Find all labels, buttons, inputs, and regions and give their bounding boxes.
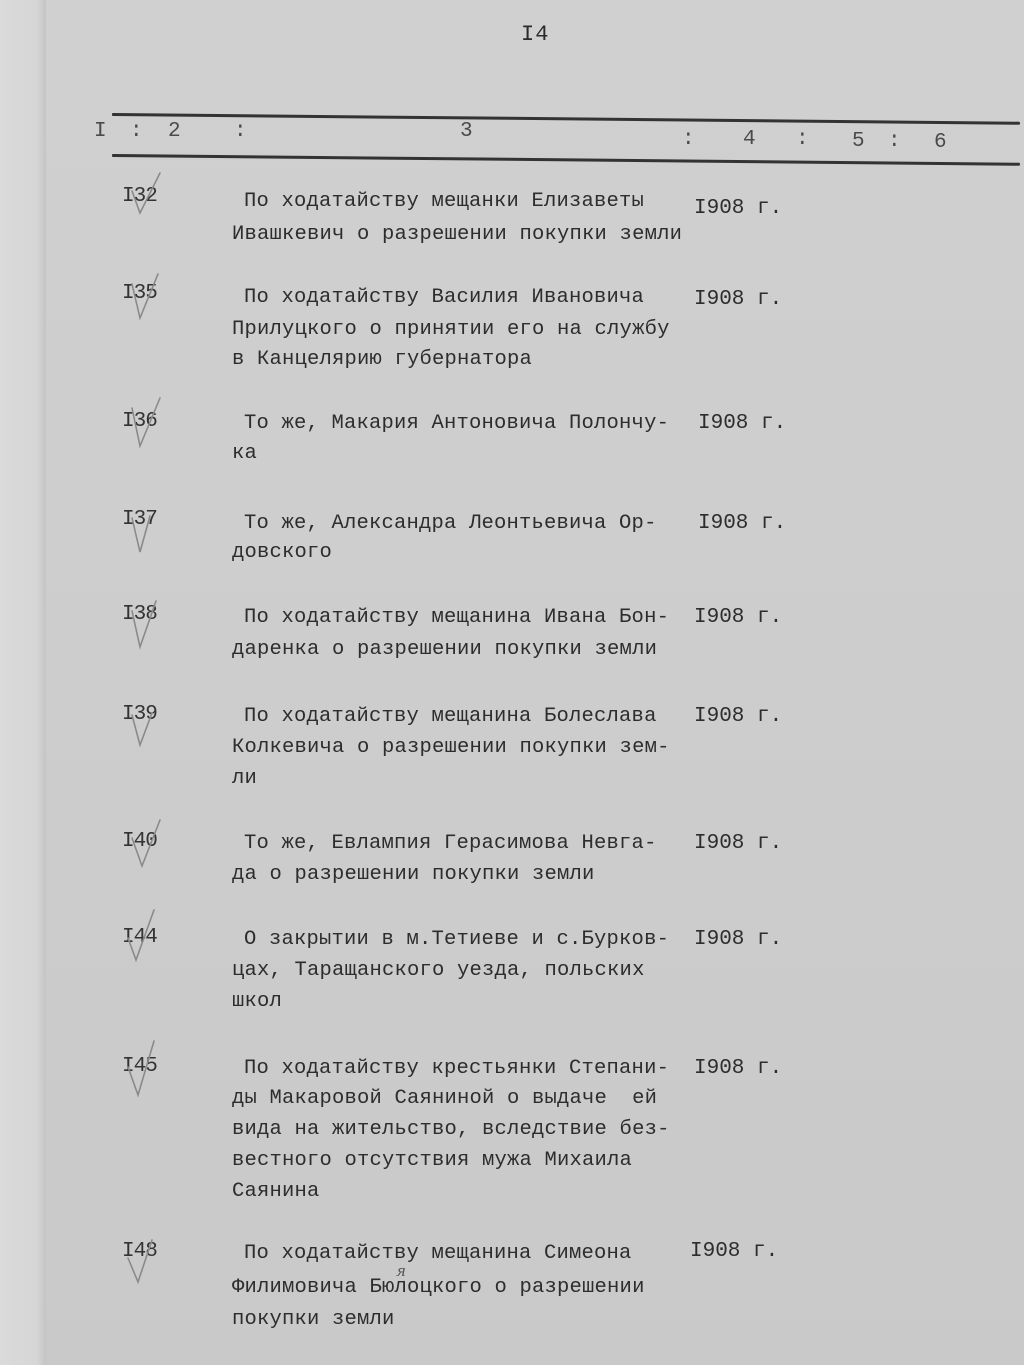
entry-text-line: цах, Таращанского уезда, польских bbox=[232, 959, 645, 982]
entry-text-line: По ходатайству крестьянки Степани- bbox=[244, 1057, 670, 1080]
entry-year: I908 г. bbox=[698, 512, 787, 535]
checkmark-icon bbox=[128, 508, 168, 568]
entry-text-line: ды Макаровой Саяниной о выдаче ей bbox=[232, 1087, 658, 1110]
entry-text-line: Саянина bbox=[232, 1180, 320, 1203]
entry-text-line: Ивашкевич о разрешении покупки земли bbox=[232, 223, 683, 246]
entry-year: I908 г. bbox=[694, 928, 783, 951]
entry-text-line: По ходатайству мещанки Елизаветы bbox=[244, 190, 645, 213]
entry-number: I38 bbox=[122, 603, 157, 626]
entry-text-line: Колкевича о разрешении покупки зем- bbox=[232, 736, 670, 759]
column-separator: : bbox=[234, 120, 247, 143]
column-header-6: 6 bbox=[934, 131, 947, 154]
entry-year: I908 г. bbox=[694, 832, 783, 855]
entry-text-line: покупки земли bbox=[232, 1308, 395, 1331]
checkmark-icon bbox=[124, 1039, 164, 1099]
header-rule-top bbox=[112, 113, 1020, 125]
entry-year: I908 г. bbox=[694, 1057, 783, 1080]
entry-number: I48 bbox=[122, 1240, 157, 1263]
column-separator: : bbox=[796, 128, 809, 151]
entry-number: I44 bbox=[122, 926, 157, 949]
entry-text-line: О закрытии в м.Тетиеве и с.Бурков- bbox=[244, 928, 670, 951]
entry-text-line: То же, Александра Леонтьевича Ор- bbox=[244, 512, 657, 535]
entry-year: I908 г. bbox=[690, 1240, 779, 1263]
entry-number: I40 bbox=[122, 830, 157, 853]
entry-text-line: вестного отсутствия мужа Михаила bbox=[232, 1149, 633, 1172]
adjacent-page-edge bbox=[0, 0, 46, 1365]
entry-text-line: да о разрешении покупки земли bbox=[232, 863, 595, 886]
entry-text-line: По ходатайству мещанина Ивана Бон- bbox=[244, 606, 670, 629]
entry-text-line: То же, Макария Антоновича Полончу- bbox=[244, 412, 670, 435]
entry-text-line: школ bbox=[232, 990, 283, 1013]
checkmark-icon bbox=[128, 705, 168, 765]
entry-text-line: По ходатайству мещанина Симеона bbox=[244, 1242, 632, 1265]
checkmark-icon bbox=[128, 599, 168, 659]
entry-number: I45 bbox=[122, 1055, 157, 1078]
checkmark-icon bbox=[128, 171, 168, 231]
column-header-3: 3 bbox=[460, 120, 473, 143]
entry-text-line: По ходатайству мещанина Болеслава bbox=[244, 705, 657, 728]
entry-text-line: По ходатайству Василия Ивановича bbox=[244, 286, 645, 309]
entry-text-line: ли bbox=[232, 767, 258, 790]
entry-text-line: даренка о разрешении покупки земли bbox=[232, 638, 658, 661]
checkmark-icon bbox=[124, 908, 164, 968]
entry-year: I908 г. bbox=[694, 705, 783, 728]
column-header-1: I bbox=[94, 120, 107, 143]
document-page bbox=[46, 0, 1024, 1365]
checkmark-icon bbox=[128, 270, 168, 330]
entry-text-line: вида на жительство, вследствие без- bbox=[232, 1118, 670, 1141]
entry-number: I37 bbox=[122, 508, 157, 531]
page-number: I4 bbox=[521, 22, 550, 47]
entry-text-line: Филимовича Бюлоцкого о разрешении bbox=[232, 1276, 645, 1299]
entry-text-line: в Канцелярию губернатора bbox=[232, 348, 533, 371]
column-separator: : bbox=[888, 130, 901, 153]
column-header-4: 4 bbox=[743, 128, 756, 151]
column-separator: : bbox=[682, 128, 695, 151]
entry-year: I908 г. bbox=[694, 288, 783, 311]
entry-year: I908 г. bbox=[698, 412, 787, 435]
column-header-2: 2 bbox=[168, 120, 181, 143]
column-separator: : bbox=[130, 120, 143, 143]
entry-number: I32 bbox=[122, 185, 157, 208]
checkmark-icon bbox=[128, 396, 168, 456]
entry-text-line: довского bbox=[232, 541, 333, 564]
entry-text-line: Прилуцкого о принятии его на службу bbox=[232, 318, 670, 341]
handwritten-correction: я bbox=[396, 1262, 406, 1280]
entry-year: I908 г. bbox=[694, 606, 783, 629]
column-header-5: 5 bbox=[852, 130, 865, 153]
entry-number: I39 bbox=[122, 703, 157, 726]
checkmark-icon bbox=[128, 816, 168, 876]
checkmark-icon bbox=[124, 1236, 164, 1296]
entry-year: I908 г. bbox=[694, 197, 783, 220]
entry-text-line: ка bbox=[232, 442, 258, 465]
entry-number: I36 bbox=[122, 410, 157, 433]
header-rule-bottom bbox=[112, 154, 1020, 166]
entry-number: I35 bbox=[122, 282, 157, 305]
entry-text-line: То же, Евлампия Герасимова Невга- bbox=[244, 832, 657, 855]
